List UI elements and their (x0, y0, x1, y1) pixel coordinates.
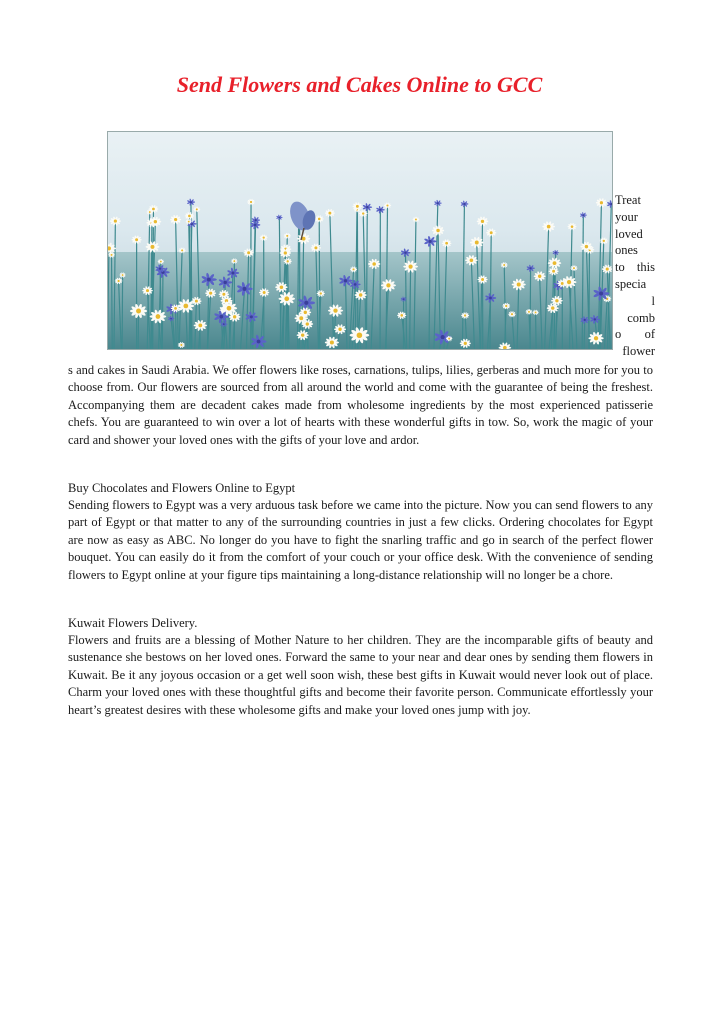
egypt-heading: Buy Chocolates and Flowers Online to Egypt (68, 481, 296, 495)
side-word: loved (615, 226, 643, 241)
side-word: o of (615, 327, 655, 342)
side-word: your (615, 209, 638, 224)
side-word: ones (615, 243, 638, 258)
intro-paragraph: s and cakes in Saudi Arabia. We offer flowers like roses, carnations, tulips, lilies, gerberas and much more for you to choose from. Our flowers are sourced from all around the world and come with the guarantee of being the freshest. Accompanying them are decadent cakes made from wholesome ingredients by the most experienced patisserie chefs. You are guaranteed to win over a lot of hearts with these wonderful gifts in tow. So, work the magic of your card and shower your loved ones with the gifts of your love and ardor. (68, 363, 653, 447)
side-word: specia (615, 276, 647, 291)
page-title: Send Flowers and Cakes Online to GCC (176, 72, 543, 97)
kuwait-paragraph: Flowers and fruits are a blessing of Mother Nature to her children. They are the incomparable gifts of beauty and sustenance she bestows on her loved ones. Forward the same to your near and dear ones by sending them flowers in Kuwait. Be it any joyous occasion or a get well soon wish, these best gifts in Kuwait would never look out of place. Charm your loved ones with these thoughtful gifts and become their favorite person. Communicate effortlessly your heart’s greatest desires with these wholesome gifts and make your loved ones jump with joy. (68, 633, 653, 717)
flower-field-photo (107, 131, 613, 350)
egypt-paragraph: Sending flowers to Egypt was a very arduous task before we came into the picture. Now you can send flowers to any part of Egypt or that matter to any of the surrounding countries in just a few clicks. Ordering chocolates for Egypt are now as easy as ABC. No longer do you have to fight the snarling traffic and go in search of the perfect flower bouquet. You can easily do it from the comfort of your couch or your office desk. With the convenience of sending flowers to Egypt online at your figure tips maintaining a long-distance relationship will no longer be a chore. (68, 498, 653, 582)
wrapped-side-text (615, 192, 655, 360)
side-word: comb (627, 310, 655, 325)
side-word: l (651, 293, 655, 308)
side-word: flower (622, 344, 655, 359)
side-word: to this (615, 260, 655, 275)
kuwait-heading: Kuwait Flowers Delivery. (68, 616, 198, 630)
side-word: Treat (615, 193, 641, 207)
flower-meadow-illustration (108, 132, 612, 349)
